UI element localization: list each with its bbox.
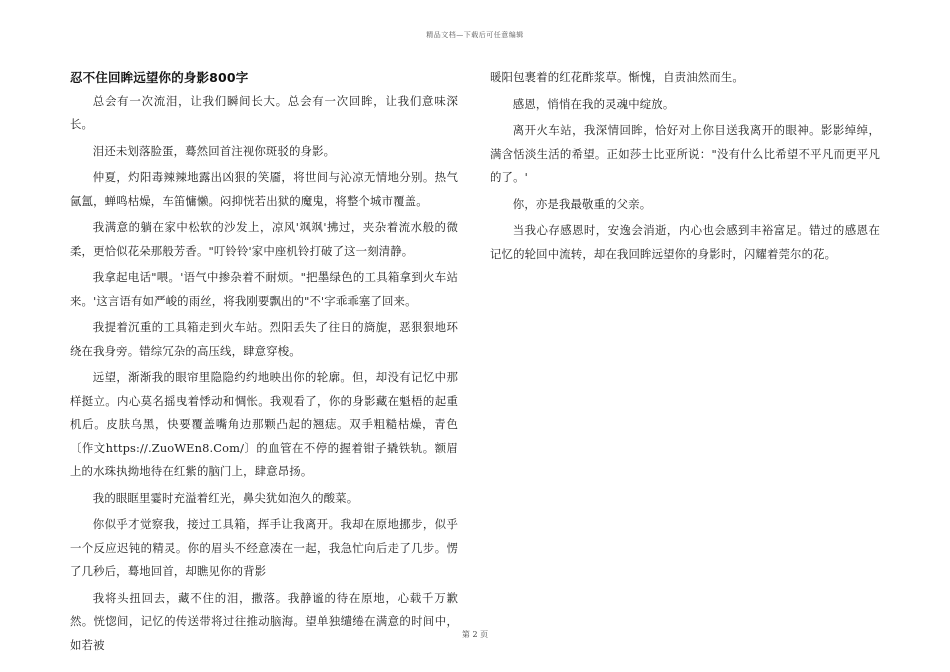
left-column bbox=[70, 66, 458, 660]
paragraph: 感恩，悄悄在我的灵魂中绽放。 bbox=[512, 96, 675, 111]
paragraph: 当我心存感恩时，安逸会消逝，内心也会感到丰裕富足。错过的感恩在记忆的轮回中流转，却在我回眸远望你的身影时，闪耀着莞尔的花。 bbox=[490, 223, 880, 261]
paragraph: 我拿起电话"喂。'语气中掺杂着不耐烦。"把墨绿色的工具箱拿到火车站来。'这言语有如严峻的雨丝，将我刚要飘出的"不'字乖乖塞了回来。 bbox=[70, 270, 458, 308]
paragraph: 你似乎才觉察我，接过工具箱，挥手让我离开。我却在原地挪步，似乎一个反应迟钝的精灵。你的眉头不经意凑在一起，我急忙向后走了几步。愣了几秒后，蓦地回首，却瞧见你的背影 bbox=[70, 517, 458, 578]
paragraph: 远望，渐渐我的眼帘里隐隐约约地映出你的轮廓。但，却没有记忆中那样挺立。内心莫名摇曳着悸动和惆怅。我观看了，你的身影藏在魁梧的起重机后。皮肤乌黑，快要覆盖嘴角边那颗凸起的翘痣。双手粗糙枯燥，青色〔作文https://.ZuoWEn8.Com/〕的血管在不停的握着钳子撬铁轨。额眉上的水珠执拗地待在红紫的脑门上，肆意昂扬。 bbox=[70, 370, 458, 478]
right-column bbox=[490, 66, 880, 269]
paragraph: 我的眼眶里霎时充溢着红光，鼻尖犹如泡久的酸菜。 bbox=[92, 490, 359, 505]
paragraph: 泪还未划落脸蛋，蓦然回首注视你斑驳的身影。 bbox=[92, 143, 336, 158]
paragraph: 我满意的躺在家中松软的沙发上，凉风'飒飒'拂过，夹杂着流水般的微柔，更恰似花朵那般芳香。"叮铃铃'家中座机铃打破了这一刻清静。 bbox=[70, 220, 458, 258]
paragraph-continued: 暖阳包裹着的红花酢浆草。惭愧，自责油然而生。 bbox=[490, 70, 744, 84]
paragraph: 我将头扭回去，藏不住的泪，撒落。我静谧的待在原地，心载千万歉然。恍惚间，记忆的传送带将过往推动脑海。望单独缱绻在满意的时间中，如若被 bbox=[70, 590, 458, 652]
paragraph: 仲夏，灼阳毒辣辣地露出凶狠的笑靥，将世间与沁凉无情地分别。热气氤氲，蝉鸣枯燥，车笛慵懒。闷抑恍若出狱的魔鬼，将整个城市覆盖。 bbox=[70, 170, 458, 208]
page-header: 精品文档—下载后可任意编辑 bbox=[426, 31, 524, 39]
paragraph: 总会有一次流泪，让我们瞬间长大。总会有一次回眸，让我们意味深长。 bbox=[70, 93, 458, 131]
paragraph: 我提着沉重的工具箱走到火车站。烈阳丢失了往日的旖旎，恶狠狠地环绕在我身旁。错综冗杂的高压线，肆意穿梭。 bbox=[70, 320, 458, 358]
page-number: 第 2 页 bbox=[461, 630, 489, 639]
document-title: 忍不住回眸远望你的身影800字 bbox=[70, 70, 249, 85]
paragraph: 你，亦是我最敬重的父亲。 bbox=[512, 196, 652, 211]
paragraph: 离开火车站，我深情回眸，恰好对上你目送我离开的眼神。影影绰绰，满含恬淡生活的希望。正如莎士比亚所说："没有什么比希望不平凡而更平凡的了。' bbox=[490, 123, 880, 184]
